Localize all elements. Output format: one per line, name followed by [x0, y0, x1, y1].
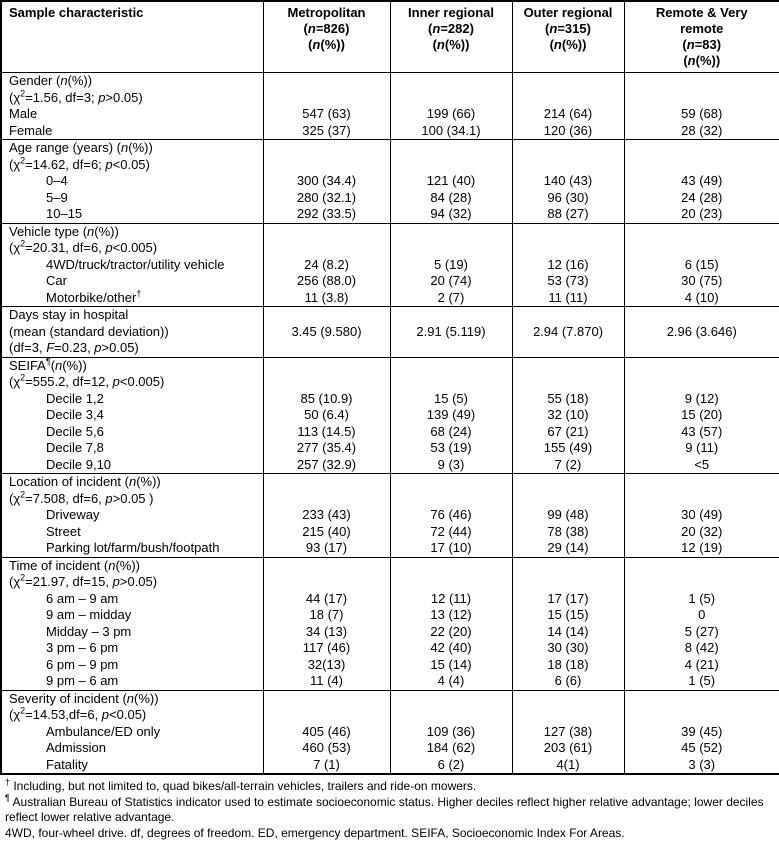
value-cell: 203 (61)	[512, 740, 624, 757]
table-row	[1, 123, 779, 140]
value-cell: 405 (46)	[263, 724, 390, 741]
table-row	[1, 607, 779, 624]
value-cell: 325 (37)	[263, 123, 390, 140]
value-cell: 11 (3.8)	[263, 290, 390, 307]
value-cell: 13 (12)	[390, 607, 512, 624]
value-cell: 99 (48)	[512, 507, 624, 524]
section-label-line: ($\chi^2=1.56$, df=3; p>0.05)	[9, 90, 263, 107]
section-row	[1, 307, 779, 358]
table-row	[1, 407, 779, 424]
value-cell: 24 (28)	[624, 190, 779, 207]
empty-cell	[390, 223, 512, 257]
value-cell: 5 (19)	[390, 257, 512, 274]
row-label-cell: Decile 9,10	[1, 457, 263, 474]
empty-cell	[390, 140, 512, 174]
value-cell: 15 (14)	[390, 657, 512, 674]
value-cell: 215 (40)	[263, 524, 390, 541]
value-cell: 3.45 (9.580)	[263, 307, 390, 358]
table-row	[1, 391, 779, 408]
value-cell: 6 (15)	[624, 257, 779, 274]
value-cell: 9 (11)	[624, 440, 779, 457]
section-label-cell	[1, 140, 263, 174]
table-row	[1, 540, 779, 557]
value-cell: 1 (5)	[624, 673, 779, 690]
value-cell: 8 (42)	[624, 640, 779, 657]
value-cell: 14 (14)	[512, 624, 624, 641]
section-label-line: ($\chi^2=14.53,df=6$, p<0.05)	[9, 707, 263, 724]
value-cell: 78 (38)	[512, 524, 624, 541]
value-cell: 140 (43)	[512, 173, 624, 190]
section-header-row	[1, 73, 779, 107]
value-cell: 139 (49)	[390, 407, 512, 424]
value-cell: 15 (15)	[512, 607, 624, 624]
row-label-cell: 6 am – 9 am	[1, 591, 263, 608]
section-label-cell	[1, 474, 263, 508]
empty-cell	[512, 223, 624, 257]
row-label-cell: Male	[1, 106, 263, 123]
section-header-row	[1, 140, 779, 174]
value-cell: 17 (10)	[390, 540, 512, 557]
empty-cell	[624, 357, 779, 391]
footnote: ¶ Australian Bureau of Statistics indicator used to estimate socioeconomic status. Higher deciles reflect higher relative advantage; lower deciles reflect lower relative advantage.	[5, 795, 773, 826]
value-cell: 18 (7)	[263, 607, 390, 624]
section-header-row	[1, 474, 779, 508]
section-label-line: ($\chi^2=20.31$, df=6, p<0.005)	[9, 240, 263, 257]
value-cell: 2.91 (5.119)	[390, 307, 512, 358]
header-column-remote-very-remote: Remote & Very remote (n=83) (n(%))	[624, 1, 779, 73]
value-cell: 256 (88.0)	[263, 273, 390, 290]
section-location-of-incident	[1, 474, 779, 558]
value-cell: 30 (75)	[624, 273, 779, 290]
section-label-line: ($\chi^2=21.97$, df=15, p>0.05)	[9, 574, 263, 591]
table-row	[1, 673, 779, 690]
value-cell: 460 (53)	[263, 740, 390, 757]
row-label-cell: Parking lot/farm/bush/footpath	[1, 540, 263, 557]
empty-cell	[624, 223, 779, 257]
value-cell: 28 (32)	[624, 123, 779, 140]
value-cell: 11 (4)	[263, 673, 390, 690]
value-cell: 88 (27)	[512, 206, 624, 223]
section-days-stay	[1, 307, 779, 358]
footnotes	[0, 775, 779, 841]
section-label-line: Location of incident (n(%))	[9, 474, 263, 491]
value-cell: 1 (5)	[624, 591, 779, 608]
value-cell: 20 (74)	[390, 273, 512, 290]
section-label-cell	[1, 307, 263, 358]
section-label-line: ($\chi^2=555.2$, df=12, p<0.005)	[9, 374, 263, 391]
section-label-cell	[1, 223, 263, 257]
row-label-cell: Ambulance/ED only	[1, 724, 263, 741]
value-cell: 39 (45)	[624, 724, 779, 741]
value-cell: 6 (6)	[512, 673, 624, 690]
section-label-cell	[1, 73, 263, 107]
empty-cell	[390, 73, 512, 107]
value-cell: 55 (18)	[512, 391, 624, 408]
section-label-cell	[1, 557, 263, 591]
value-cell: 32 (10)	[512, 407, 624, 424]
value-cell: 43 (57)	[624, 424, 779, 441]
section-label-cell	[1, 690, 263, 724]
table-header	[1, 1, 779, 73]
table-row	[1, 657, 779, 674]
section-age-range	[1, 140, 779, 224]
value-cell: 20 (23)	[624, 206, 779, 223]
row-label-cell: 9 pm – 6 am	[1, 673, 263, 690]
value-cell: 12 (11)	[390, 591, 512, 608]
empty-cell	[390, 474, 512, 508]
empty-cell	[263, 474, 390, 508]
value-cell: 17 (17)	[512, 591, 624, 608]
footnote: 4WD, four-wheel drive. df, degrees of freedom. ED, emergency department. SEIFA, Socioeconomic Index For Areas.	[5, 826, 773, 841]
section-gender	[1, 73, 779, 140]
value-cell: 547 (63)	[263, 106, 390, 123]
value-cell: 15 (20)	[624, 407, 779, 424]
empty-cell	[390, 357, 512, 391]
value-cell: 43 (49)	[624, 173, 779, 190]
empty-cell	[512, 474, 624, 508]
value-cell: 4(1)	[512, 757, 624, 775]
value-cell: 30 (49)	[624, 507, 779, 524]
empty-cell	[624, 140, 779, 174]
value-cell: 0	[624, 607, 779, 624]
value-cell: 44 (17)	[263, 591, 390, 608]
table-row	[1, 106, 779, 123]
row-label-cell: Driveway	[1, 507, 263, 524]
footnote: † Including, but not limited to, quad bikes/all-terrain vehicles, trailers and ride-on mowers.	[5, 779, 773, 795]
value-cell: 7 (1)	[263, 757, 390, 775]
empty-cell	[263, 357, 390, 391]
table-row	[1, 624, 779, 641]
value-cell: 155 (49)	[512, 440, 624, 457]
row-label-cell: Admission	[1, 740, 263, 757]
value-cell: 4 (4)	[390, 673, 512, 690]
empty-cell	[512, 140, 624, 174]
empty-cell	[512, 557, 624, 591]
row-label-cell: 0–4	[1, 173, 263, 190]
section-label-line: Days stay in hospital	[9, 307, 263, 324]
empty-cell	[512, 690, 624, 724]
value-cell: 32(13)	[263, 657, 390, 674]
value-cell: 72 (44)	[390, 524, 512, 541]
table-row	[1, 424, 779, 441]
value-cell: 84 (28)	[390, 190, 512, 207]
value-cell: 113 (14.5)	[263, 424, 390, 441]
row-label-cell: Female	[1, 123, 263, 140]
value-cell: 6 (2)	[390, 757, 512, 775]
table-row	[1, 591, 779, 608]
value-cell: 2.96 (3.646)	[624, 307, 779, 358]
value-cell: 45 (52)	[624, 740, 779, 757]
value-cell: 117 (46)	[263, 640, 390, 657]
header-column-outer-regional: Outer regional (n=315) (n(%))	[512, 1, 624, 73]
value-cell: 109 (36)	[390, 724, 512, 741]
section-label-line: Age range (years) (n(%))	[9, 140, 263, 157]
section-label-cell	[1, 357, 263, 391]
value-cell: 9 (12)	[624, 391, 779, 408]
table-row	[1, 507, 779, 524]
row-label-cell: Fatality	[1, 757, 263, 775]
table-row	[1, 640, 779, 657]
table-row	[1, 206, 779, 223]
row-label-cell: Decile 3,4	[1, 407, 263, 424]
row-label-cell: Decile 5,6	[1, 424, 263, 441]
empty-cell	[624, 690, 779, 724]
row-label-cell: 3 pm – 6 pm	[1, 640, 263, 657]
value-cell: 277 (35.4)	[263, 440, 390, 457]
row-label-cell: Midday – 3 pm	[1, 624, 263, 641]
empty-cell	[263, 557, 390, 591]
table-row	[1, 257, 779, 274]
section-label-line: (df=3, F=0.23, p>0.05)	[9, 340, 263, 357]
table-row	[1, 440, 779, 457]
section-header-row	[1, 557, 779, 591]
value-cell: 67 (21)	[512, 424, 624, 441]
value-cell: 59 (68)	[624, 106, 779, 123]
section-label-line: ($\chi^2=7.508$, df=6, p>0.05 )	[9, 491, 263, 508]
value-cell: 34 (13)	[263, 624, 390, 641]
empty-cell	[624, 474, 779, 508]
value-cell: 300 (34.4)	[263, 173, 390, 190]
value-cell: 3 (3)	[624, 757, 779, 775]
section-header-row	[1, 690, 779, 724]
value-cell: 18 (18)	[512, 657, 624, 674]
section-seifa	[1, 357, 779, 474]
row-label-cell: Car	[1, 273, 263, 290]
row-label-cell: Decile 7,8	[1, 440, 263, 457]
value-cell: 76 (46)	[390, 507, 512, 524]
table-row	[1, 457, 779, 474]
empty-cell	[624, 73, 779, 107]
value-cell: 280 (32.1)	[263, 190, 390, 207]
empty-cell	[263, 73, 390, 107]
value-cell: 2.94 (7.870)	[512, 307, 624, 358]
table-row	[1, 740, 779, 757]
value-cell: 2 (7)	[390, 290, 512, 307]
empty-cell	[390, 690, 512, 724]
row-label-cell: 6 pm – 9 pm	[1, 657, 263, 674]
value-cell: 42 (40)	[390, 640, 512, 657]
value-cell: 53 (19)	[390, 440, 512, 457]
empty-cell	[512, 73, 624, 107]
header-row	[1, 1, 779, 73]
section-label-line: Severity of incident (n(%))	[9, 691, 263, 708]
value-cell: 15 (5)	[390, 391, 512, 408]
section-label-line: SEIFA¶(n(%))	[9, 358, 263, 375]
table-row	[1, 273, 779, 290]
section-label-line: Vehicle type (n(%))	[9, 224, 263, 241]
table-row	[1, 190, 779, 207]
row-label-cell: 4WD/truck/tractor/utility vehicle	[1, 257, 263, 274]
value-cell: 9 (3)	[390, 457, 512, 474]
value-cell: 12 (16)	[512, 257, 624, 274]
value-cell: 30 (30)	[512, 640, 624, 657]
value-cell: 292 (33.5)	[263, 206, 390, 223]
header-sample-characteristic: Sample characteristic	[1, 1, 263, 73]
row-label-cell: 5–9	[1, 190, 263, 207]
table-row	[1, 524, 779, 541]
value-cell: 121 (40)	[390, 173, 512, 190]
section-time-of-incident	[1, 557, 779, 690]
value-cell: 96 (30)	[512, 190, 624, 207]
empty-cell	[263, 140, 390, 174]
value-cell: 22 (20)	[390, 624, 512, 641]
section-label-line: ($\chi^2=14.62$, df=6; p<0.05)	[9, 157, 263, 174]
value-cell: 11 (11)	[512, 290, 624, 307]
section-label-line: (mean (standard deviation))	[9, 324, 263, 341]
value-cell: 94 (32)	[390, 206, 512, 223]
value-cell: 24 (8.2)	[263, 257, 390, 274]
value-cell: 4 (10)	[624, 290, 779, 307]
row-label-cell: 10–15	[1, 206, 263, 223]
section-label-line: Gender (n(%))	[9, 73, 263, 90]
value-cell: <5	[624, 457, 779, 474]
table-row	[1, 173, 779, 190]
value-cell: 53 (73)	[512, 273, 624, 290]
row-label-cell: 9 am – midday	[1, 607, 263, 624]
value-cell: 4 (21)	[624, 657, 779, 674]
empty-cell	[263, 690, 390, 724]
value-cell: 127 (38)	[512, 724, 624, 741]
value-cell: 5 (27)	[624, 624, 779, 641]
value-cell: 199 (66)	[390, 106, 512, 123]
value-cell: 68 (24)	[390, 424, 512, 441]
section-header-row	[1, 357, 779, 391]
value-cell: 20 (32)	[624, 524, 779, 541]
empty-cell	[512, 357, 624, 391]
value-cell: 214 (64)	[512, 106, 624, 123]
value-cell: 29 (14)	[512, 540, 624, 557]
value-cell: 100 (34.1)	[390, 123, 512, 140]
empty-cell	[624, 557, 779, 591]
value-cell: 12 (19)	[624, 540, 779, 557]
table-row	[1, 757, 779, 775]
row-label-cell: Motorbike/other†	[1, 290, 263, 307]
empty-cell	[390, 557, 512, 591]
value-cell: 50 (6.4)	[263, 407, 390, 424]
section-vehicle-type	[1, 223, 779, 307]
value-cell: 93 (17)	[263, 540, 390, 557]
section-severity-of-incident	[1, 690, 779, 774]
row-label-cell: Decile 1,2	[1, 391, 263, 408]
value-cell: 233 (43)	[263, 507, 390, 524]
header-column-metropolitan: Metropolitan (n=826) (n(%))	[263, 1, 390, 73]
row-label-cell: Street	[1, 524, 263, 541]
table-row	[1, 724, 779, 741]
value-cell: 85 (10.9)	[263, 391, 390, 408]
value-cell: 120 (36)	[512, 123, 624, 140]
section-label-line: Time of incident (n(%))	[9, 558, 263, 575]
section-header-row	[1, 223, 779, 257]
value-cell: 257 (32.9)	[263, 457, 390, 474]
value-cell: 184 (62)	[390, 740, 512, 757]
value-cell: 7 (2)	[512, 457, 624, 474]
header-column-inner-regional: Inner regional (n=282) (n(%))	[390, 1, 512, 73]
table-row	[1, 290, 779, 307]
empty-cell	[263, 223, 390, 257]
